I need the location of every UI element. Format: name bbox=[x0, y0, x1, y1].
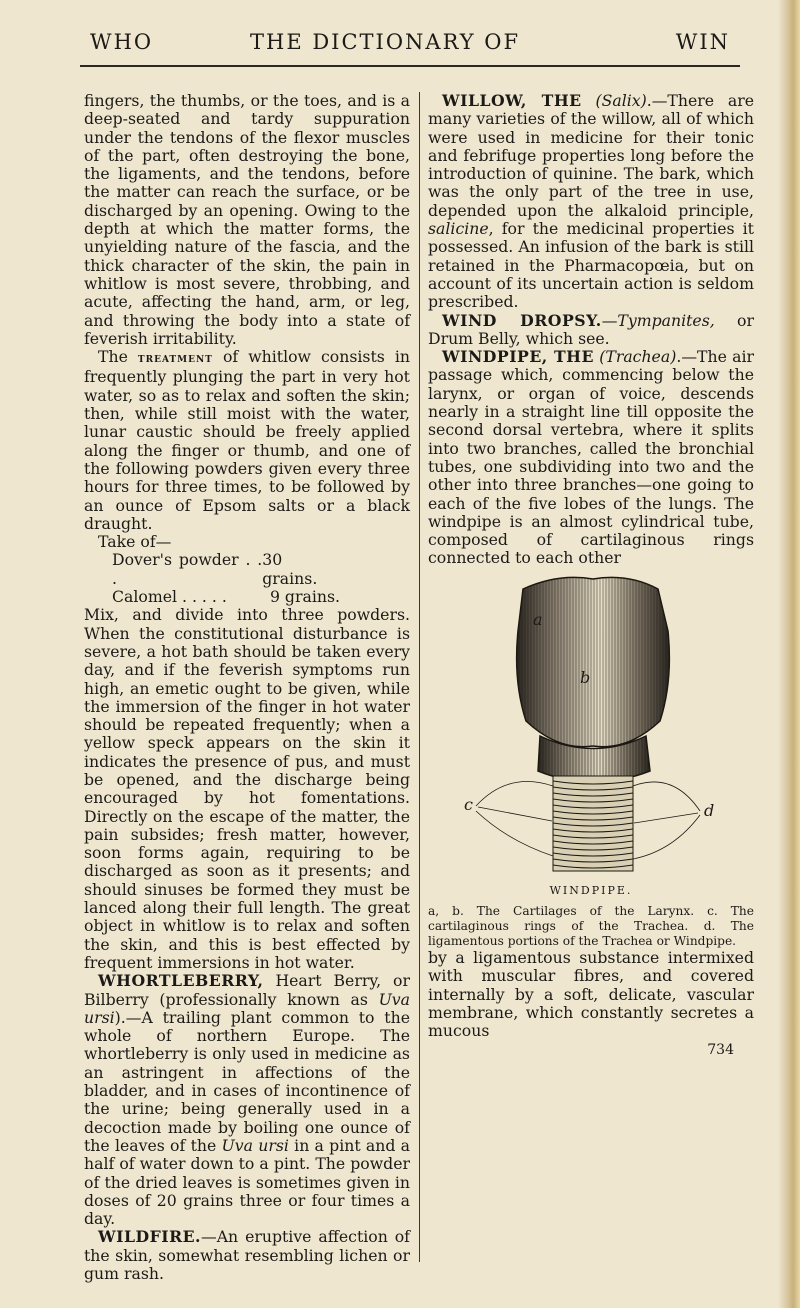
wildfire-entry bbox=[84, 1228, 410, 1283]
figure-label-d: d bbox=[704, 800, 715, 820]
recipe-line-dovers bbox=[84, 551, 410, 588]
header-right-guide-word: WIN bbox=[675, 30, 730, 54]
whitlow-directions: Mix, and divide into three powders. When the constitutional disturbance is severe, a hot bath should be taken every day, and if the feverish symptoms run high, an emetic ought to be given, while the immersion of the finger in hot water should be repeated frequently; when a yellow speck appears on the skin it indicates the presence of pus, and must be opened, and the discharge being encouraged by hot fomentations. Directly on the escape of the matter, the pain subsides; fresh matter, however, soon forms again, requiring to be discharged as soon as it presents; and should sinuses be formed they must be lanced along their full length. The great object in whitlow is to relax and soften the skin, and this is best effected by frequent immersions in hot water. bbox=[84, 605, 410, 972]
recipe-amount: 9 grains. bbox=[269, 587, 340, 607]
take-of-line: Take of— bbox=[98, 532, 172, 552]
whortleberry-entry bbox=[84, 972, 410, 1228]
wind-dropsy-headword: WIND DROPSY. bbox=[442, 310, 602, 330]
willow-latin: (Salix) bbox=[595, 91, 647, 110]
whortleberry-text-c: in a pint and a half of water down to a pint. The powder of the dried leaves is sometimes given in doses of 20 grains three or four times a day. bbox=[84, 1135, 410, 1229]
whortleberry-headword: WHORTLEBERRY, bbox=[98, 971, 264, 991]
whortleberry-text-b: ).—A trailing plant common to the whole of northern Europe. The whortleberry is only used in medicine as an astringent in affections of the bladder, and in cases of incontinence of the urine; being generally used in a decoction made by boiling one ounce of the leaves of the bbox=[84, 1007, 410, 1155]
whortleberry-latin-1: Uva ursi bbox=[84, 989, 410, 1027]
recipe-item: Calomel . . . . . bbox=[112, 587, 227, 607]
larynx-hatching bbox=[517, 577, 670, 746]
right-column bbox=[428, 92, 754, 1059]
figure-label-c: c bbox=[464, 794, 473, 814]
willow-headword: WILLOW, THE bbox=[442, 91, 582, 110]
figure-caption: a, b. The Cartilages of the Larynx. c. The cartilaginous rings of the Trachea. d. The ligamentous portions of the Trachea or Windpipe. bbox=[428, 904, 754, 949]
trachea-rings bbox=[553, 776, 633, 871]
wildfire-text: —An eruptive affection of the skin, somewhat resembling lichen or gum rash. bbox=[84, 1227, 410, 1283]
wind-dropsy-latin: Tympanites, bbox=[617, 310, 715, 330]
windpipe-engraving bbox=[428, 571, 754, 876]
treatment-heading: treatment bbox=[137, 351, 213, 367]
whitlow-treatment-paragraph bbox=[84, 348, 410, 533]
figure-label-a: a bbox=[533, 609, 543, 629]
treatment-text: of whitlow consists in frequently plunging the part in very hot water, so as to relax and soften the skin; then, while still moist with the water, lunar caustic should be freely applied along the finger or thumb, and one of the following powders given every three hours for three times, to be followed by an ounce of Epsom salts or a black draught. bbox=[84, 347, 410, 533]
wind-dropsy-entry bbox=[428, 312, 754, 349]
left-column bbox=[84, 92, 410, 1283]
willow-text-b: , for the medicinal properties it possessed. An infusion of the bark is still retained in the Pharmacopœia, but on account of its uncertain action is seldom prescribed. bbox=[428, 219, 754, 312]
wind-dropsy-dash: — bbox=[601, 310, 618, 330]
page-edge bbox=[778, 0, 800, 1308]
windpipe-entry bbox=[428, 348, 754, 568]
recipe-line-calomel bbox=[84, 588, 410, 606]
wildfire-headword: WILDFIRE. bbox=[98, 1227, 202, 1247]
willow-entry bbox=[428, 92, 754, 312]
windpipe-illustration bbox=[428, 571, 754, 876]
willow-salicine: salicine bbox=[428, 219, 489, 239]
recipe-amount: 30 grains. bbox=[262, 550, 318, 588]
windpipe-latin: (Trachea) bbox=[599, 347, 677, 367]
willow-text-a: .—There are many varieties of the willow, all of which were used in medicine for their tonic and febrifuge properties long before the introduction of quinine. The bark, which was the only part of the tree in use, depended upon the alkaloid principle, bbox=[428, 91, 754, 220]
figure-label-b: b bbox=[580, 667, 591, 687]
treatment-lead: The bbox=[98, 347, 128, 367]
wind-dropsy-text: or Drum Belly, which see. bbox=[428, 310, 754, 348]
whortleberry-text-a: Heart Berry, or Bilberry (professionally known as bbox=[84, 971, 410, 1009]
header-rule bbox=[80, 65, 740, 67]
recipe-item: Dover's powder . . . bbox=[112, 550, 263, 588]
header-left-guide-word: WHO bbox=[90, 30, 154, 54]
whitlow-continuation: fingers, the thumbs, or the toes, and is a deep-seated and tardy suppuration under the tendons of the flexor muscles of the part, often destroying the bone, the ligaments, and the tendons, before the matter can reach the surface, or be discharged by an opening. Owing to the depth at which the matter forms, the unyielding nature of the fascia, and the thick character of the skin, the pain in whitlow is most severe, throbbing, and acute, affecting the hand, arm, or leg, and throwing the body into a state of feverish irritability. bbox=[84, 91, 410, 348]
header-title: THE DICTIONARY OF bbox=[250, 30, 521, 54]
column-divider bbox=[419, 92, 420, 1262]
whortleberry-latin-2: Uva ursi bbox=[221, 1135, 289, 1155]
figure-title: WINDPIPE. bbox=[549, 883, 633, 897]
running-header bbox=[90, 30, 730, 60]
windpipe-text: .—The air passage which, commencing below the larynx, or organ of voice, descends nearly in a straight line till opposite the second dorsal vertebra, where it splits into two branches, called the bronchial tubes, one subdividing into two and the other into three branches—one going to each of the five lobes of the lungs. The windpipe is an almost cylindrical tube, composed of cartilaginous rings connected to each other bbox=[428, 347, 754, 568]
windpipe-headword: WINDPIPE, THE bbox=[442, 347, 594, 367]
windpipe-continuation: by a ligamentous substance intermixed with muscular fibres, and covered internally by a soft, delicate, vascular membrane, which constantly secretes a mucous bbox=[428, 948, 754, 1041]
page-number: 734 bbox=[707, 1041, 734, 1058]
